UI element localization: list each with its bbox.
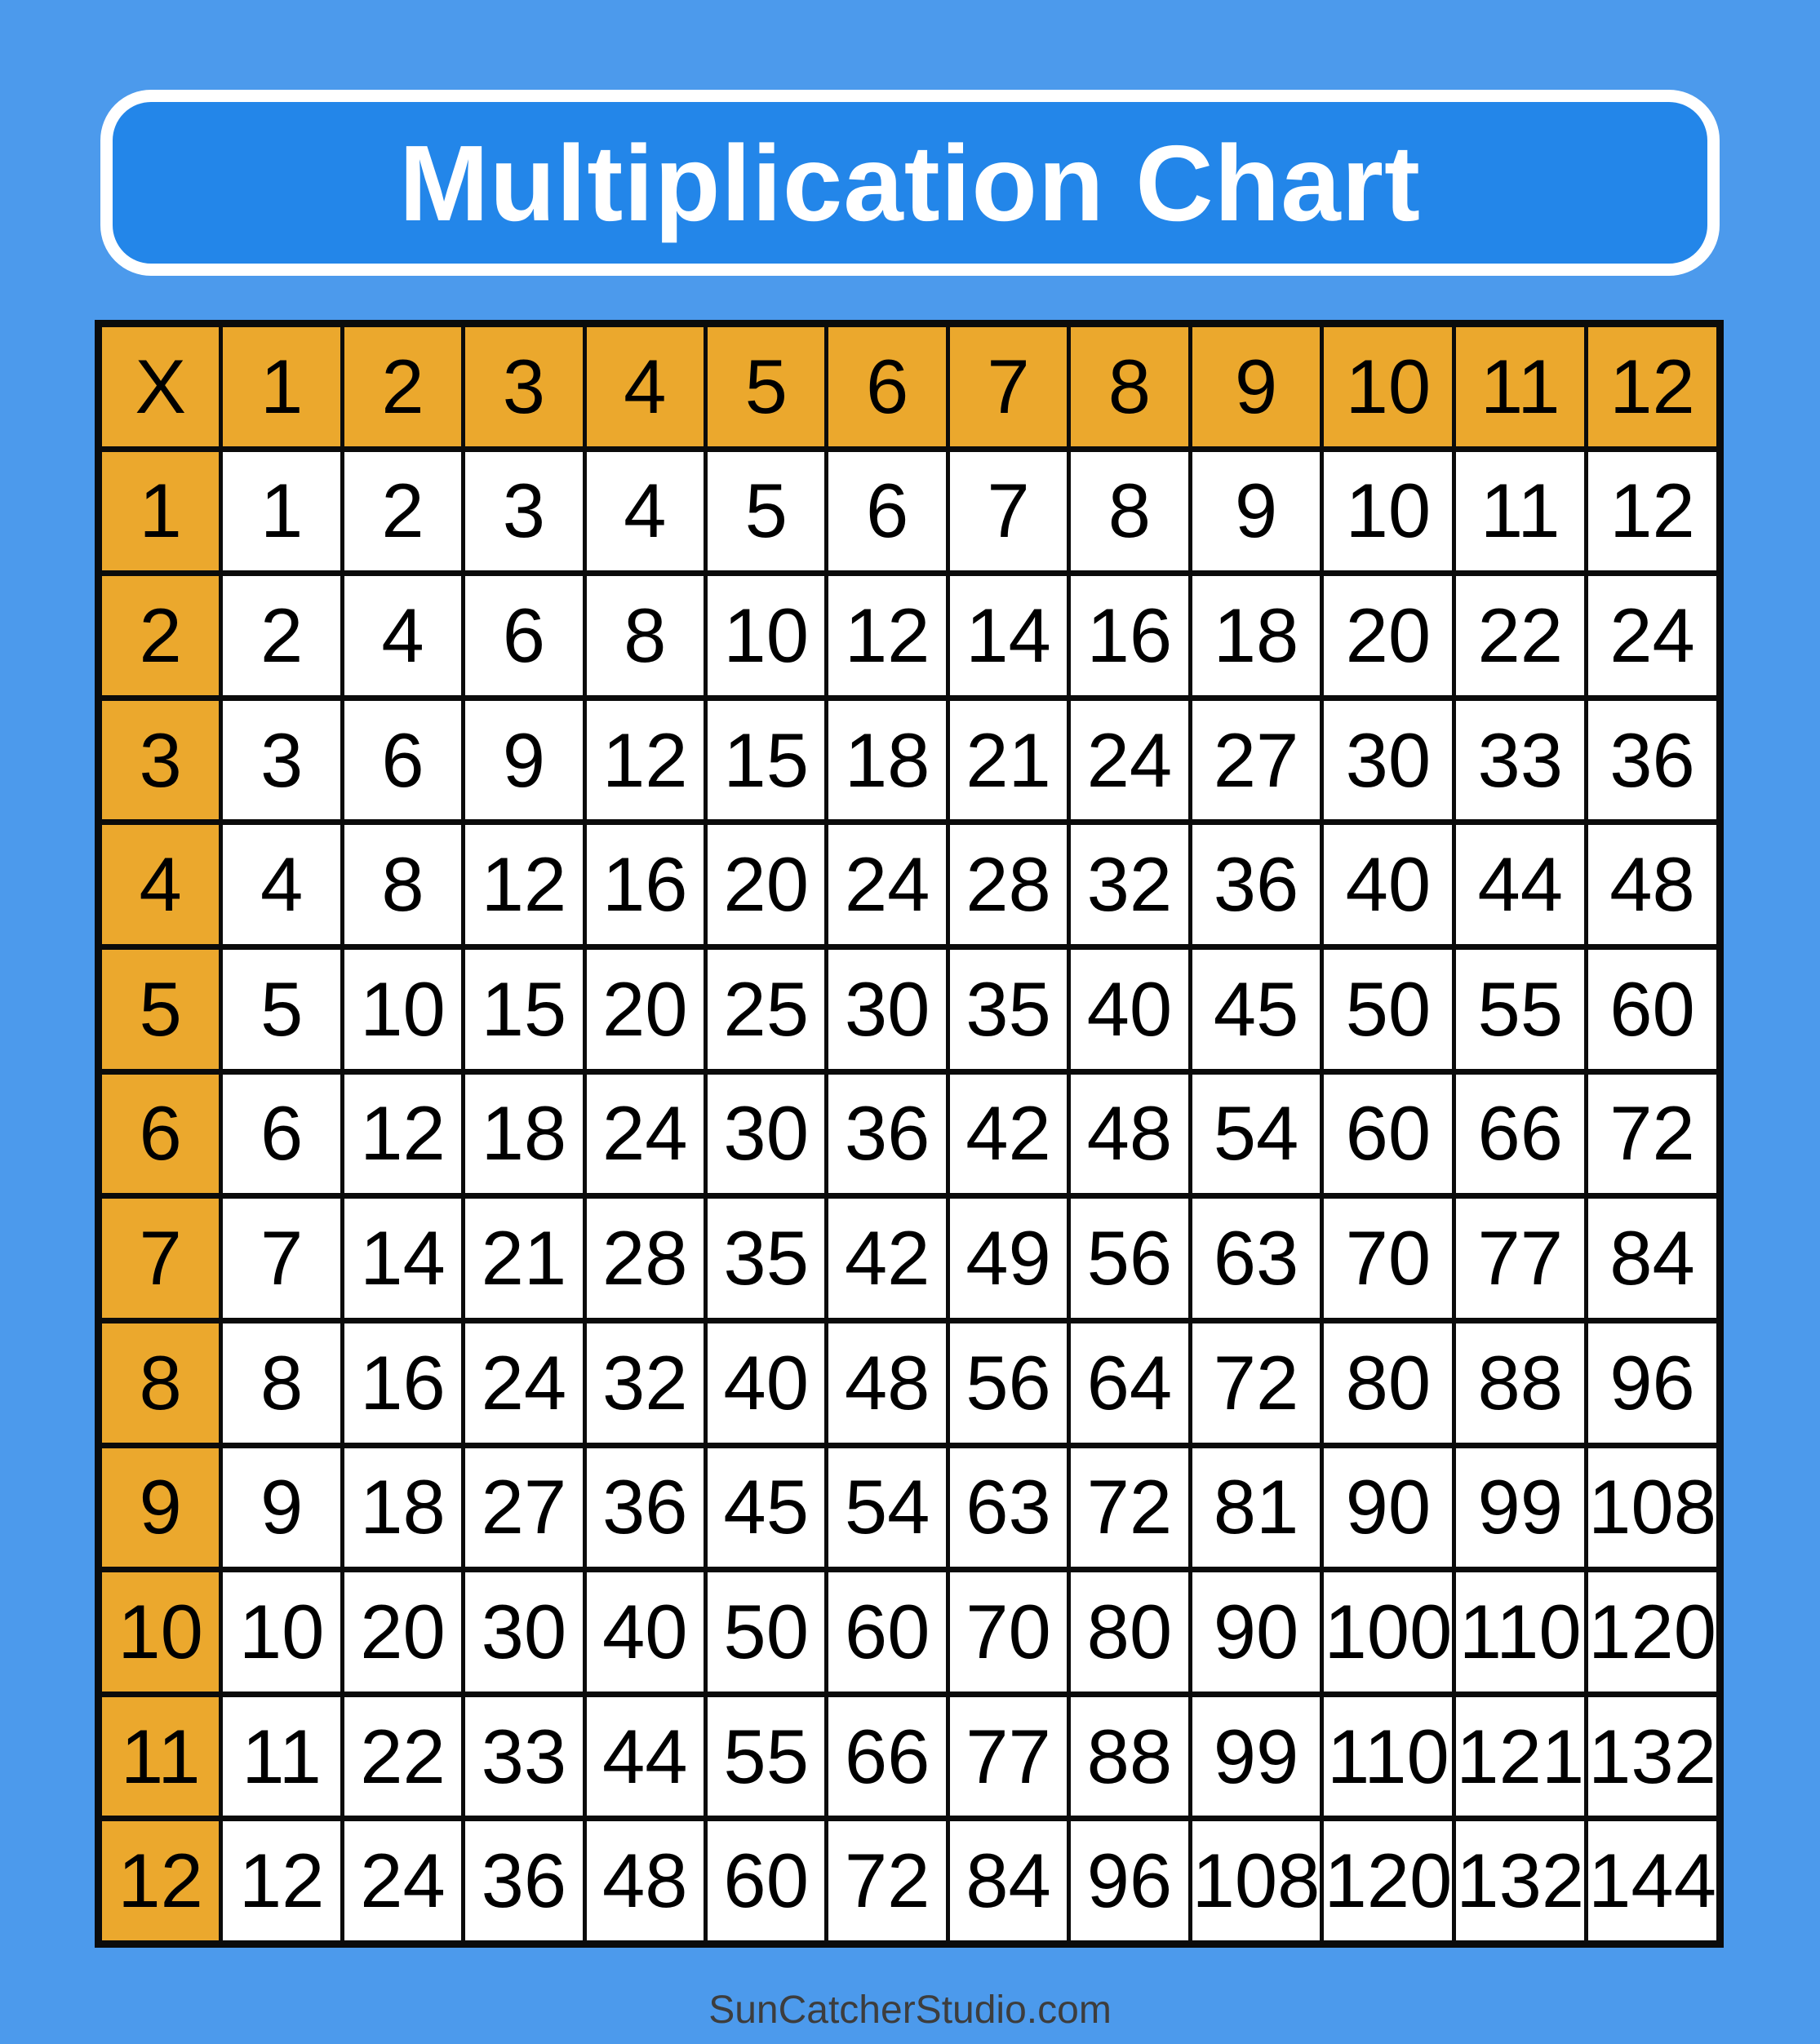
product-cell: 90 (1324, 1448, 1452, 1567)
product-cell: 44 (1456, 825, 1584, 944)
product-cell: 10 (223, 1572, 340, 1692)
product-cell: 35 (950, 950, 1067, 1069)
product-cell: 45 (708, 1448, 824, 1567)
product-cell: 70 (1324, 1199, 1452, 1318)
column-header-10: 10 (1324, 327, 1452, 446)
product-cell: 72 (828, 1821, 945, 1940)
product-cell: 2 (344, 452, 461, 571)
product-cell: 10 (1324, 452, 1452, 571)
product-cell: 8 (344, 825, 461, 944)
column-header-8: 8 (1071, 327, 1187, 446)
column-header-2: 2 (344, 327, 461, 446)
column-header-11: 11 (1456, 327, 1584, 446)
product-cell: 24 (828, 825, 945, 944)
product-cell: 48 (1071, 1075, 1187, 1194)
product-cell: 36 (828, 1075, 945, 1194)
product-cell: 16 (587, 825, 704, 944)
product-cell: 21 (465, 1199, 582, 1318)
product-cell: 33 (465, 1697, 582, 1816)
product-cell: 8 (1071, 452, 1187, 571)
product-cell: 108 (1588, 1448, 1716, 1567)
row-header-5: 5 (102, 950, 219, 1069)
product-cell: 48 (828, 1324, 945, 1443)
product-cell: 3 (223, 701, 340, 820)
product-cell: 8 (223, 1324, 340, 1443)
row-header-2: 2 (102, 576, 219, 695)
product-cell: 2 (223, 576, 340, 695)
product-cell: 84 (1588, 1199, 1716, 1318)
product-cell: 50 (1324, 950, 1452, 1069)
product-cell: 84 (950, 1821, 1067, 1940)
product-cell: 21 (950, 701, 1067, 820)
column-header-4: 4 (587, 327, 704, 446)
product-cell: 44 (587, 1697, 704, 1816)
corner-cell: X (102, 327, 219, 446)
product-cell: 27 (1192, 701, 1321, 820)
row-header-6: 6 (102, 1075, 219, 1194)
product-cell: 6 (828, 452, 945, 571)
product-cell: 64 (1071, 1324, 1187, 1443)
product-cell: 66 (828, 1697, 945, 1816)
product-cell: 54 (1192, 1075, 1321, 1194)
product-cell: 6 (344, 701, 461, 820)
column-header-9: 9 (1192, 327, 1321, 446)
product-cell: 40 (708, 1324, 824, 1443)
product-cell: 30 (828, 950, 945, 1069)
product-cell: 18 (828, 701, 945, 820)
product-cell: 42 (828, 1199, 945, 1318)
product-cell: 30 (1324, 701, 1452, 820)
column-header-7: 7 (950, 327, 1067, 446)
column-header-12: 12 (1588, 327, 1716, 446)
product-cell: 121 (1456, 1697, 1584, 1816)
product-cell: 7 (950, 452, 1067, 571)
product-cell: 15 (465, 950, 582, 1069)
product-cell: 12 (1588, 452, 1716, 571)
product-cell: 72 (1071, 1448, 1187, 1567)
product-cell: 40 (587, 1572, 704, 1692)
column-header-3: 3 (465, 327, 582, 446)
multiplication-table (95, 320, 1724, 1948)
product-cell: 32 (587, 1324, 704, 1443)
product-cell: 20 (587, 950, 704, 1069)
product-cell: 56 (1071, 1199, 1187, 1318)
product-cell: 12 (587, 701, 704, 820)
title-banner (100, 90, 1720, 276)
product-cell: 100 (1324, 1572, 1452, 1692)
product-cell: 99 (1192, 1697, 1321, 1816)
product-cell: 110 (1324, 1697, 1452, 1816)
product-cell: 6 (223, 1075, 340, 1194)
column-header-6: 6 (828, 327, 945, 446)
product-cell: 11 (223, 1697, 340, 1816)
product-cell: 110 (1456, 1572, 1584, 1692)
product-cell: 24 (344, 1821, 461, 1940)
product-cell: 48 (1588, 825, 1716, 944)
product-cell: 108 (1192, 1821, 1321, 1940)
product-cell: 24 (587, 1075, 704, 1194)
column-header-5: 5 (708, 327, 824, 446)
product-cell: 8 (587, 576, 704, 695)
footer-credit: SunCatcherStudio.com (708, 1989, 1112, 2032)
product-cell: 80 (1071, 1572, 1187, 1692)
product-cell: 96 (1588, 1324, 1716, 1443)
product-cell: 6 (465, 576, 582, 695)
row-header-10: 10 (102, 1572, 219, 1692)
product-cell: 36 (465, 1821, 582, 1940)
product-cell: 55 (1456, 950, 1584, 1069)
product-cell: 9 (1192, 452, 1321, 571)
product-cell: 66 (1456, 1075, 1584, 1194)
row-header-12: 12 (102, 1821, 219, 1940)
product-cell: 32 (1071, 825, 1187, 944)
product-cell: 14 (950, 576, 1067, 695)
page-title: Multiplication Chart (399, 122, 1421, 243)
product-cell: 49 (950, 1199, 1067, 1318)
product-cell: 9 (465, 701, 582, 820)
product-cell: 12 (465, 825, 582, 944)
product-cell: 60 (708, 1821, 824, 1940)
product-cell: 40 (1324, 825, 1452, 944)
product-cell: 132 (1456, 1821, 1584, 1940)
product-cell: 36 (1588, 701, 1716, 820)
product-cell: 12 (344, 1075, 461, 1194)
product-cell: 3 (465, 452, 582, 571)
row-header-4: 4 (102, 825, 219, 944)
product-cell: 4 (344, 576, 461, 695)
product-cell: 35 (708, 1199, 824, 1318)
row-header-9: 9 (102, 1448, 219, 1567)
product-cell: 90 (1192, 1572, 1321, 1692)
product-cell: 48 (587, 1821, 704, 1940)
product-cell: 77 (950, 1697, 1067, 1816)
product-cell: 77 (1456, 1199, 1584, 1318)
product-cell: 4 (587, 452, 704, 571)
product-cell: 18 (344, 1448, 461, 1567)
product-cell: 120 (1324, 1821, 1452, 1940)
product-cell: 1 (223, 452, 340, 571)
product-cell: 16 (344, 1324, 461, 1443)
product-cell: 15 (708, 701, 824, 820)
product-cell: 16 (1071, 576, 1187, 695)
product-cell: 132 (1588, 1697, 1716, 1816)
product-cell: 63 (1192, 1199, 1321, 1318)
product-cell: 33 (1456, 701, 1584, 820)
product-cell: 24 (465, 1324, 582, 1443)
product-cell: 5 (708, 452, 824, 571)
product-cell: 24 (1588, 576, 1716, 695)
row-header-7: 7 (102, 1199, 219, 1318)
product-cell: 120 (1588, 1572, 1716, 1692)
product-cell: 96 (1071, 1821, 1187, 1940)
row-header-1: 1 (102, 452, 219, 571)
product-cell: 54 (828, 1448, 945, 1567)
product-cell: 60 (1324, 1075, 1452, 1194)
product-cell: 5 (223, 950, 340, 1069)
product-cell: 9 (223, 1448, 340, 1567)
product-cell: 60 (1588, 950, 1716, 1069)
product-cell: 25 (708, 950, 824, 1069)
product-cell: 20 (1324, 576, 1452, 695)
product-cell: 22 (1456, 576, 1584, 695)
product-cell: 88 (1071, 1697, 1187, 1816)
product-cell: 45 (1192, 950, 1321, 1069)
product-cell: 63 (950, 1448, 1067, 1567)
product-cell: 10 (344, 950, 461, 1069)
product-cell: 144 (1588, 1821, 1716, 1940)
product-cell: 70 (950, 1572, 1067, 1692)
row-header-11: 11 (102, 1697, 219, 1816)
product-cell: 14 (344, 1199, 461, 1318)
product-cell: 27 (465, 1448, 582, 1567)
product-cell: 80 (1324, 1324, 1452, 1443)
product-cell: 36 (587, 1448, 704, 1567)
product-cell: 28 (950, 825, 1067, 944)
product-cell: 40 (1071, 950, 1187, 1069)
product-cell: 28 (587, 1199, 704, 1318)
product-cell: 99 (1456, 1448, 1584, 1567)
product-cell: 7 (223, 1199, 340, 1318)
product-cell: 18 (1192, 576, 1321, 695)
product-cell: 10 (708, 576, 824, 695)
product-cell: 24 (1071, 701, 1187, 820)
product-cell: 4 (223, 825, 340, 944)
product-cell: 60 (828, 1572, 945, 1692)
product-cell: 55 (708, 1697, 824, 1816)
product-cell: 12 (223, 1821, 340, 1940)
row-header-3: 3 (102, 701, 219, 820)
product-cell: 20 (708, 825, 824, 944)
product-cell: 18 (465, 1075, 582, 1194)
product-cell: 22 (344, 1697, 461, 1816)
product-cell: 81 (1192, 1448, 1321, 1567)
product-cell: 12 (828, 576, 945, 695)
product-cell: 30 (708, 1075, 824, 1194)
product-cell: 72 (1192, 1324, 1321, 1443)
product-cell: 88 (1456, 1324, 1584, 1443)
product-cell: 36 (1192, 825, 1321, 944)
product-cell: 11 (1456, 452, 1584, 571)
product-cell: 50 (708, 1572, 824, 1692)
product-cell: 56 (950, 1324, 1067, 1443)
column-header-1: 1 (223, 327, 340, 446)
product-cell: 42 (950, 1075, 1067, 1194)
product-cell: 20 (344, 1572, 461, 1692)
row-header-8: 8 (102, 1324, 219, 1443)
product-cell: 72 (1588, 1075, 1716, 1194)
product-cell: 30 (465, 1572, 582, 1692)
